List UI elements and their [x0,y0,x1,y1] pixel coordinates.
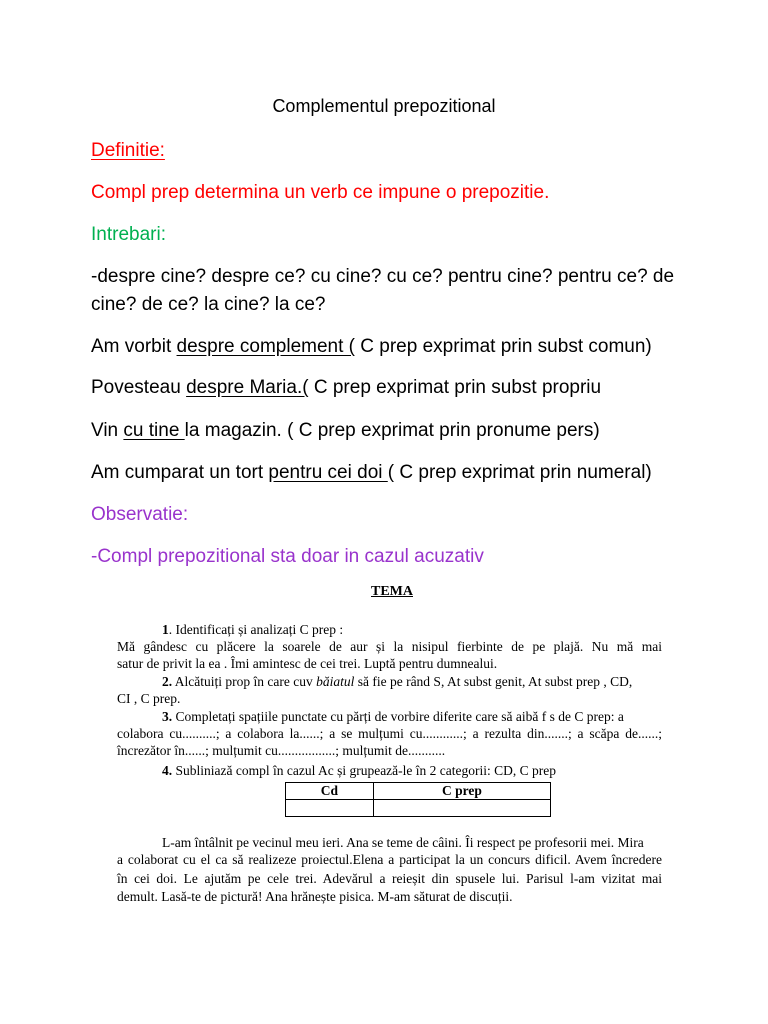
example-3-post: la magazin. ( C prep exprimat prin pronume pers) [184,420,600,441]
example-2-underlined: despre Maria [186,377,297,398]
intrebari-line-1: -despre cine? despre ce? cu cine? cu ce? pentru cine? pentru ce? de [91,266,675,287]
definitie-label-text: Definitie: [91,140,165,161]
exercise-2-line-1 [162,673,632,690]
intrebari-line-2: cine? de ce? la cine? la ce? [91,294,326,315]
exercise-1-line-2: satur de privit la ea . Îmi amintesc de cei trei. Luptă pentru dumnealui. [117,656,498,671]
exercise-2-post: să fie pe rând S, At subst genit, At subst prep , CD, [354,674,633,689]
table-cell-empty [373,800,550,817]
exercise-1-line-1: Mă gândesc cu plăcere la soarele de aur și la nisipul fierbinte de pe plajă. Nu mă mai [117,639,662,654]
example-4-pre: Am cumparat un tort [91,462,269,483]
example-2 [91,377,601,399]
exercise-3-number: 3. [162,709,173,724]
exercise-1-title-text: . Identificați și analizați C prep : [168,622,344,637]
exercise-3-line-1 [162,708,624,725]
example-1 [91,336,652,358]
paragraph-line-1: L-am întâlnit pe vecinul meu ieri. Ana se teme de câini. Îi respect pe profesorii mei. Mira [162,835,644,850]
exercise-4-line [162,762,556,779]
exercise-4-text: Subliniază compl în cazul Ac și grupează-le în 2 categorii: CD, C prep [172,763,557,778]
observatie-text: -Compl prepozitional sta doar in cazul acuzativ [91,546,484,567]
exercise-1-number: 1 [162,622,169,637]
exercise-2-line-2: CI , C prep. [117,691,181,706]
example-3 [91,420,600,442]
exercise-2-number: 2. [162,674,173,689]
example-2-underlined-2: .( [296,377,309,398]
page-title: Complementul prepozitional [272,96,496,116]
example-2-pre: Povesteau [91,377,187,398]
paragraph-line-3: în cei doi. Le ajutăm pe cele trei. Adevărul a reieșit din spusele lui. Parisul l-am vizitat mai [117,871,662,886]
exercise-3-line-1-text: Completați spațiile punctate cu părți de vorbire diferite care să aibă f s de C prep: a [172,709,624,724]
exercise-3-line-2: colabora cu..........; a colabora la......; a se mulțumi cu............; a rezulta din.......; a scăpa de......; [117,726,662,741]
exercise-4-number: 4. [162,763,173,778]
table-header-c-prep: C prep [373,783,550,800]
example-2-post: C prep exprimat prin subst propriu [308,377,602,398]
example-1-post: C prep exprimat prin subst comun) [355,336,652,357]
category-table [285,782,551,817]
exercise-2-pre: Alcătuiți prop în care cuv [172,674,317,689]
paragraph-line-4: demult. Lasă-te de pictură! Ana hrănește pisica. M-am săturat de discuții. [117,889,513,904]
exercise-2-italic: băiatul [316,674,355,689]
table-cell-empty [286,800,374,817]
table-header-cd: Cd [286,783,374,800]
example-3-pre: Vin [91,420,124,441]
example-1-pre: Am vorbit [91,336,177,357]
definitie-text: Compl prep determina un verb ce impune o prepozitie. [91,182,550,203]
table-header-row [286,783,551,800]
example-3-underlined: cu tine [123,420,185,441]
example-4-underlined: pentru cei doi [268,462,388,483]
tema-heading: TEMA [371,584,413,599]
definitie-label [91,140,165,162]
exercise-1-title [162,621,343,638]
example-4-post: ( C prep exprimat prin numeral) [387,462,652,483]
intrebari-label: Intrebari: [91,224,166,245]
paragraph-line-2: a colaborat cu el ca să realizeze proiectul.Elena a participat la un concurs dificil. Avem încredere [117,852,662,867]
example-4 [91,462,652,484]
example-1-underlined: despre complement ( [176,336,355,357]
table-row [286,800,551,817]
exercise-3-line-3: încrezător în......; mulțumit cu.................; mulțumit de........... [117,743,446,758]
observatie-label: Observatie: [91,504,189,525]
